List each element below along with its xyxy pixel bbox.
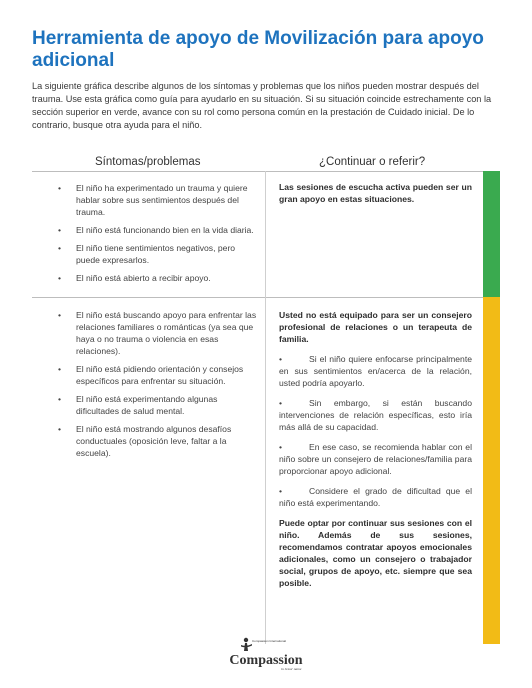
compassion-logo-mark (216, 634, 316, 674)
row-divider (32, 297, 500, 298)
list-item: • El niño está abierto a recibir apoyo. (58, 272, 258, 284)
table-header-divider (32, 171, 500, 172)
action-lead: Las sesiones de escucha activa pueden ser un gran apoyo en estas situaciones. (279, 182, 472, 204)
logo-tagline: in Jesus' name (281, 667, 302, 671)
page-title: Herramienta de apoyo de Movilización para apoyo adicional (32, 28, 484, 71)
action-bullet: • Sin embargo, si están buscando intervenciones de relación específicas, esto iría más allá de su capacidad. (279, 398, 472, 432)
list-item: • El niño ha experimentado un trauma y quiere hablar sobre sus sentimientos después del trauma. (58, 182, 258, 218)
column-header-action: ¿Continuar o referir? (319, 156, 426, 168)
action-lead: Usted no está equipado para ser un consejero profesional de relaciones o un terapeuta de familia. (279, 310, 472, 344)
column-divider (265, 171, 266, 644)
action-closing: Puede optar por continuar sus sesiones con el niño. Además de sus sesiones, recomendamos contratar apoyos emocionales adicionales, como un consejero o trabajador social, grupos de apoyo, etc. siempre que sea posible. (279, 518, 472, 588)
logo-name: Compassion (229, 653, 303, 668)
action-bullet: • Si el niño quiere enfocarse principalmente en sus sentimientos en/acerca de la relación, usted podría apoyarlo. (279, 354, 472, 388)
list-item: • El niño está pidiendo orientación y consejos específicos para enfrentar su situación. (58, 363, 258, 387)
action-bullet: • Considere el grado de dificultad que el niño está experimentando. (279, 486, 472, 508)
status-bar-yellow (483, 297, 500, 644)
action-bullet: • En ese caso, se recomienda hablar con el niño sobre un consejero de relaciones/familia para proporcionar apoyo adicional. (279, 442, 472, 476)
compassion-logo (216, 634, 316, 674)
list-item: • El niño está buscando apoyo para enfrentar las relaciones familiares o románticas (ya sea que haya o no trauma o violencia en esas relaciones). (58, 309, 258, 357)
column-header-symptoms: Síntomas/problemas (95, 156, 201, 168)
list-item: • El niño está funcionando bien en la vida diaria. (58, 224, 258, 236)
symptoms-list-yellow (58, 309, 258, 465)
action-cell-yellow (279, 309, 472, 597)
list-item: • El niño está mostrando algunos desafíos conductuales (oposición leve, faltar a la escuela). (58, 423, 258, 459)
status-bar-green (483, 171, 500, 297)
list-item: • El niño tiene sentimientos negativos, pero puede expresarlos. (58, 242, 258, 266)
action-cell-green (279, 181, 472, 213)
intro-paragraph: La siguiente gráfica describe algunos de los síntomas y problemas que los niños pueden mostrar después del trauma. Use esta gráfica como guía para ayudarlo en su situación. Si su situación coincide estrechamente con la sección superior en verde, avance con su rol como persona común en la prestación de Cuidado inicial. De lo contrario, busque otra ayuda para el niño. (32, 81, 492, 130)
logo-prefix: Compassion International (252, 639, 287, 643)
symptoms-list-green (58, 182, 258, 290)
list-item: • El niño está experimentando algunas dificultades de salud mental. (58, 393, 258, 417)
